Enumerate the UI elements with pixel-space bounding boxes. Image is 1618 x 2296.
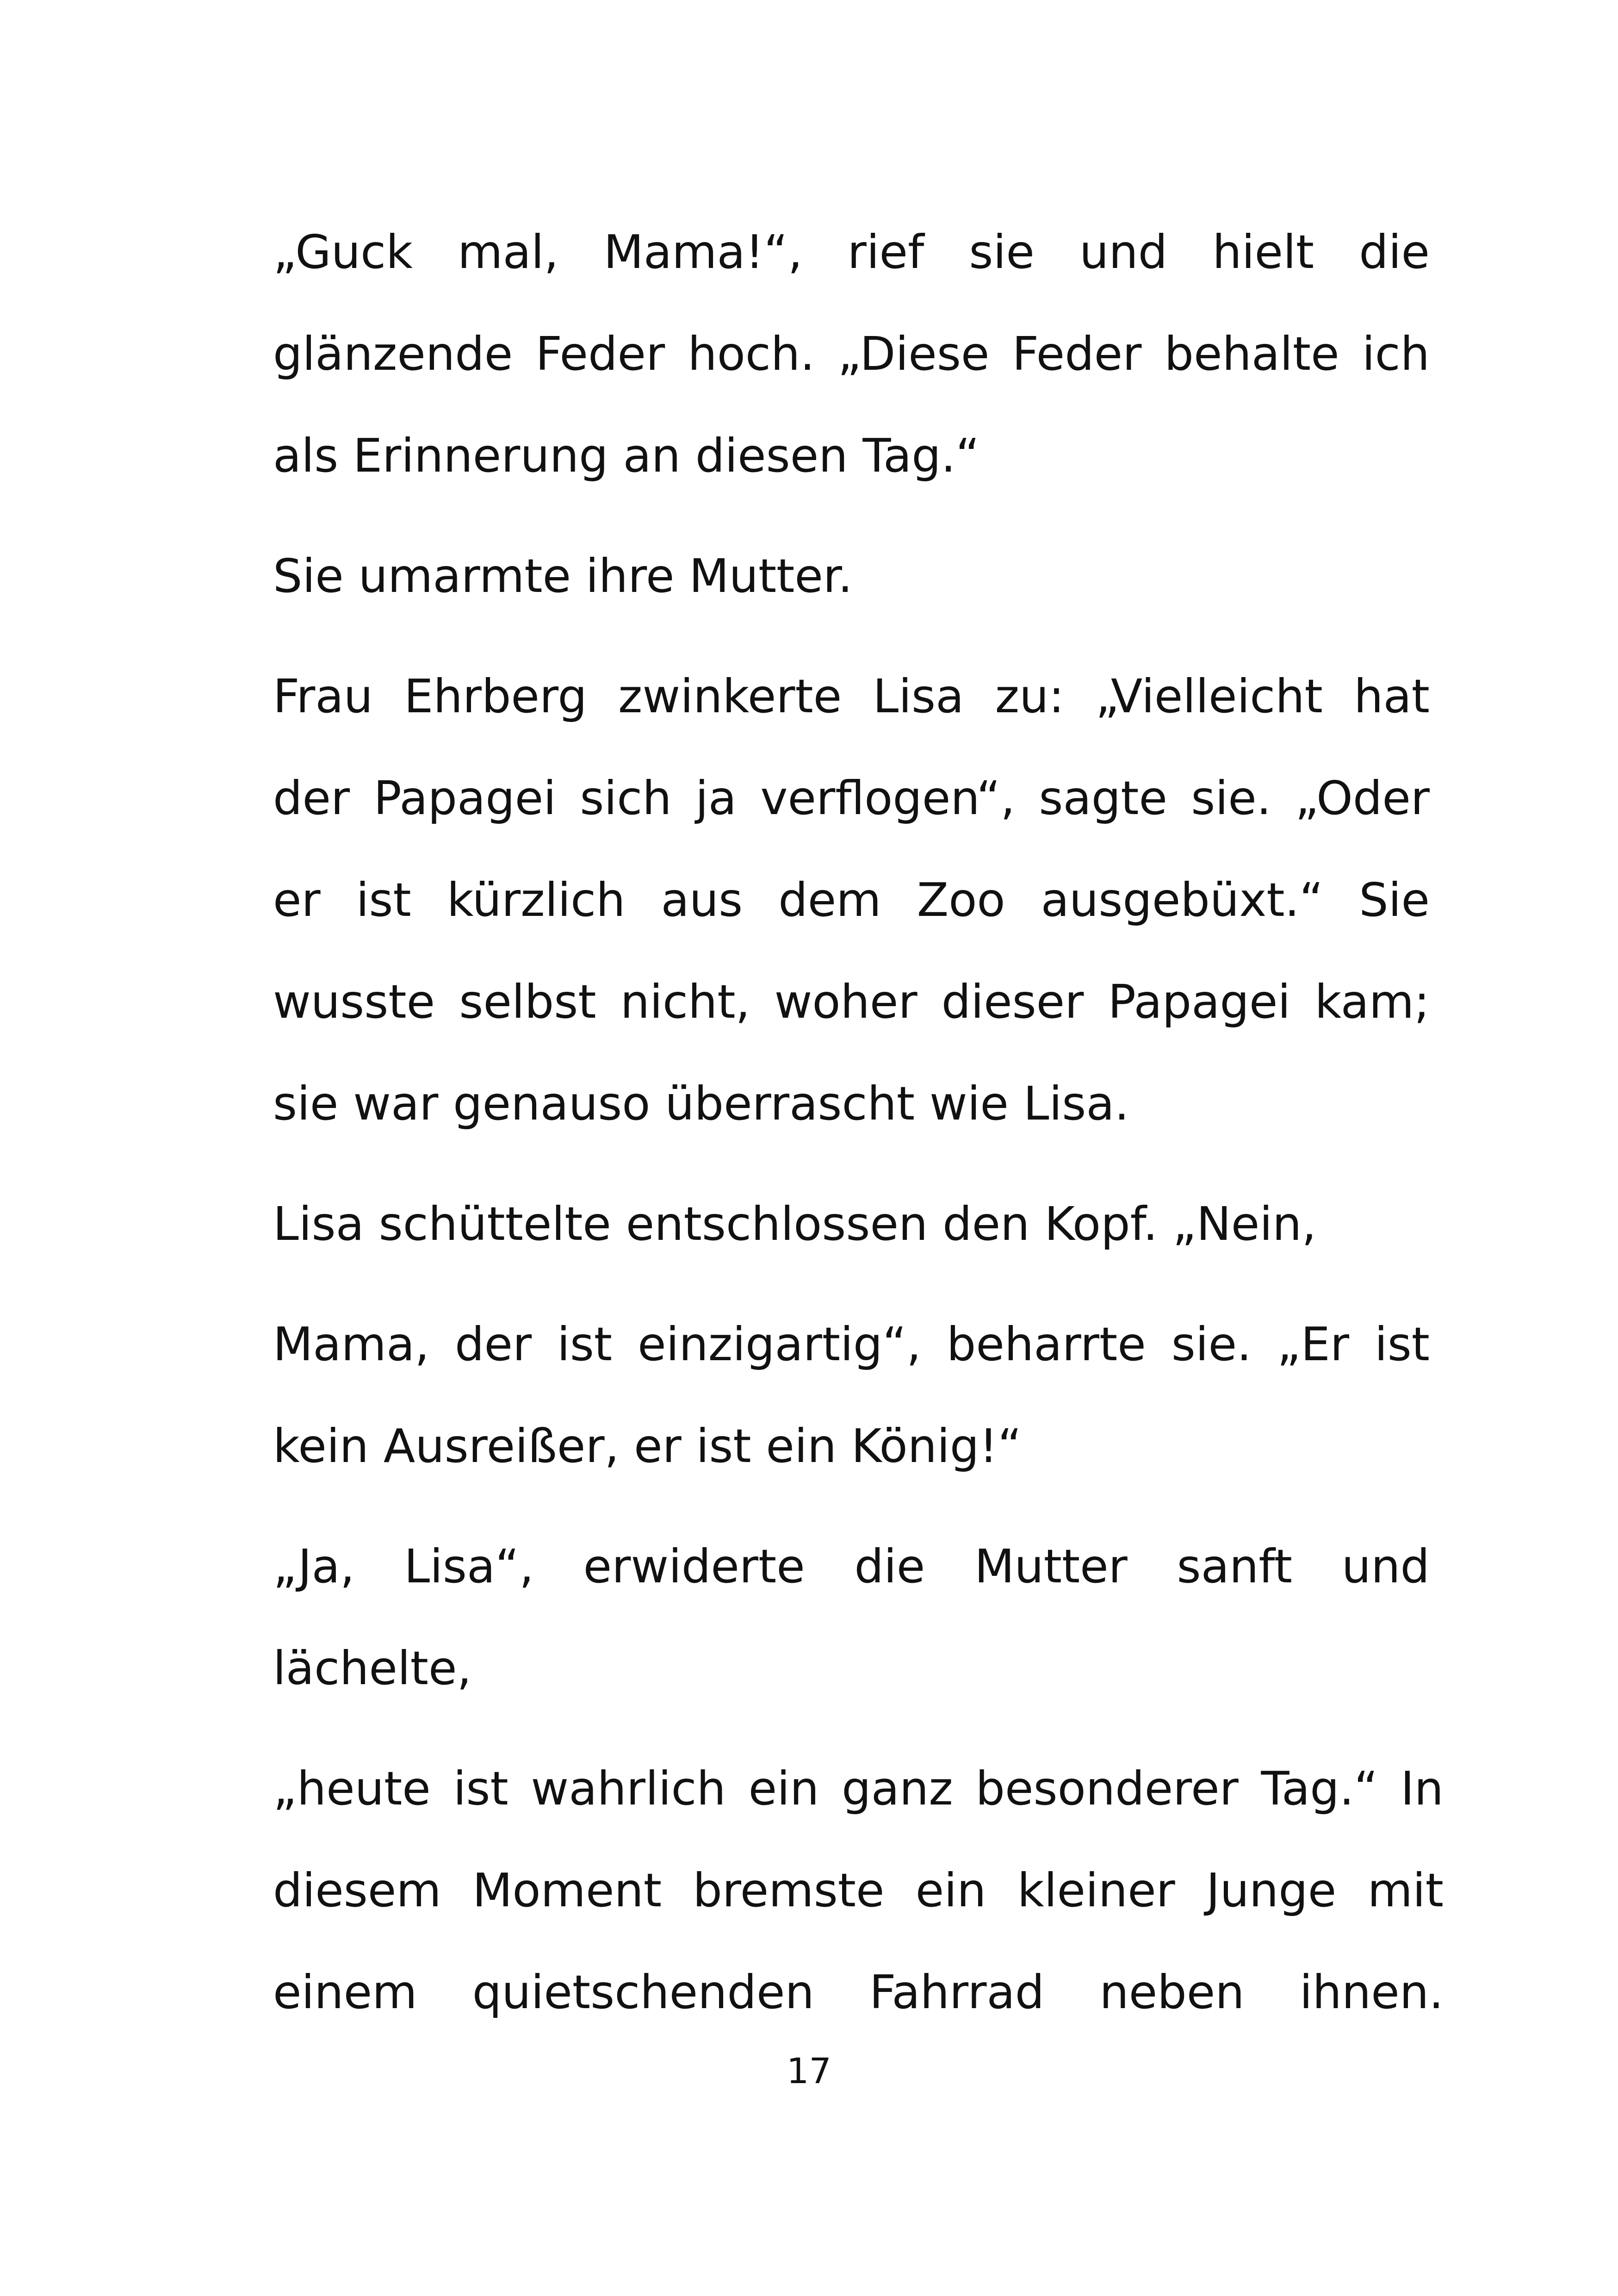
text-line-3: als Erinnerung an diesen Tag.“ bbox=[273, 429, 980, 483]
text-line-14: lächelte, bbox=[273, 1641, 472, 1695]
text-line-17: einem quietschenden Fahrrad neben ihnen. bbox=[273, 1965, 1444, 2019]
text-line-10: Lisa schüttelte entschlossen den Kopf. „Nein, bbox=[273, 1197, 1317, 1251]
text-line-7: er ist kürzlich aus dem Zoo ausgebüxt.“ Sie bbox=[273, 873, 1430, 927]
text-line-5: Frau Ehrberg zwinkerte Lisa zu: „Vielleicht hat bbox=[273, 669, 1430, 723]
text-line-16: diesem Moment bremste ein kleiner Junge mit bbox=[273, 1863, 1444, 1917]
text-line-2: glänzende Feder hoch. „Diese Feder behalte ich bbox=[273, 327, 1430, 381]
text-line-9: sie war genauso überrascht wie Lisa. bbox=[273, 1076, 1129, 1131]
text-line-15: „heute ist wahrlich ein ganz besonderer Tag.“ In bbox=[273, 1761, 1444, 1816]
text-line-11: Mama, der ist einzigartig“, beharrte sie. „Er ist bbox=[273, 1317, 1430, 1371]
page-number: 17 bbox=[787, 2050, 831, 2091]
text-line-13: „Ja, Lisa“, erwiderte die Mutter sanft und bbox=[273, 1539, 1430, 1593]
text-line-1: „Guck mal, Mama!“, rief sie und hielt die bbox=[273, 225, 1430, 279]
text-line-4: Sie umarmte ihre Mutter. bbox=[273, 549, 853, 603]
text-line-8: wusste selbst nicht, woher dieser Papagei kam; bbox=[273, 975, 1430, 1029]
text-line-6: der Papagei sich ja verflogen“, sagte sie. „Oder bbox=[273, 771, 1430, 825]
text-line-12: kein Ausreißer, er ist ein König!“ bbox=[273, 1419, 1022, 1473]
